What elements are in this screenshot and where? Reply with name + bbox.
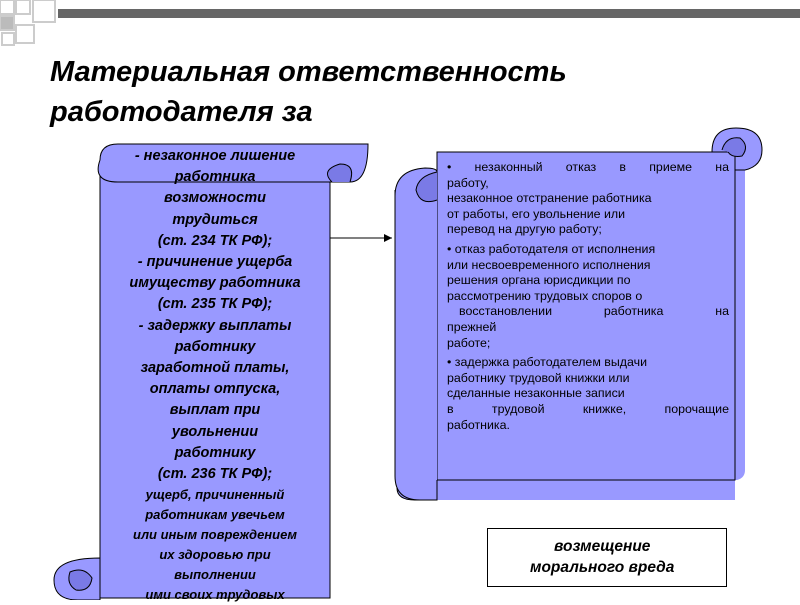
left-small-line: их здоровью при [159,547,271,563]
moral-line-2: морального вреда [530,559,675,576]
title-line-1: Материальная ответственность [50,56,567,88]
left-line: имуществу работника [129,275,301,292]
left-small-line: ими своих трудовых [145,587,285,603]
right-scroll-text [447,160,729,433]
left-line: работнику [174,338,256,355]
right-line: • задержка работодателем выдачи [447,355,647,370]
right-line: перевод на другую работу; [447,222,602,237]
left-small-line: ущерб, причиненный [145,487,285,503]
moral-line-1: возмещение [554,538,651,555]
right-line: • отказ работодателя от исполнения [447,241,656,256]
right-line: в трудовой книжке, порочащие [447,401,729,416]
right-line: работнику трудовой книжки или [447,370,630,385]
right-line: рассмотрению трудовых споров о [447,288,643,303]
left-line: - причинение ущерба [137,254,293,271]
right-line: или несвоевременного исполнения [447,257,651,272]
left-small-line: работникам увечьем [145,507,285,523]
left-line: - незаконное лишение [134,148,296,164]
right-line: решения органа юрисдикции по [447,273,631,288]
right-line: от работы, его увольнение или [447,206,626,221]
left-line: оплаты отпуска, [149,381,281,398]
right-line: прежней [447,319,497,334]
connector-arrowhead [384,234,392,242]
left-line: (ст. 236 ТК РФ); [157,466,273,483]
left-line: трудиться [172,211,258,228]
right-line: работника. [447,417,510,432]
left-line: работнику [174,444,256,461]
left-line: заработной платы, [140,360,290,377]
right-scroll-left-roll [395,168,437,500]
right-line: сделанные незаконные записи [447,386,625,401]
right-line: незаконное отстранение работника [447,191,652,206]
left-small-line: выполнении [174,567,256,583]
right-line: работу, [447,175,489,190]
moral-damage-box [487,528,727,587]
title-line-2: работодателя за [50,96,313,128]
left-line: увольнении [171,423,259,440]
left-small-line: или иным повреждением [133,527,297,543]
left-line: - задержку выплаты [138,317,292,334]
right-line: • незаконный отказ в приеме на [447,160,729,174]
left-line: (ст. 234 ТК РФ); [157,232,273,249]
left-line: выплат при [169,402,261,419]
left-line: (ст. 235 ТК РФ); [157,296,273,313]
right-line: работе; [447,335,491,350]
left-line: возможности [164,190,266,207]
right-line: восстановлении работника на [459,304,729,319]
left-scroll-text [100,146,330,605]
left-line: работника [174,169,256,186]
